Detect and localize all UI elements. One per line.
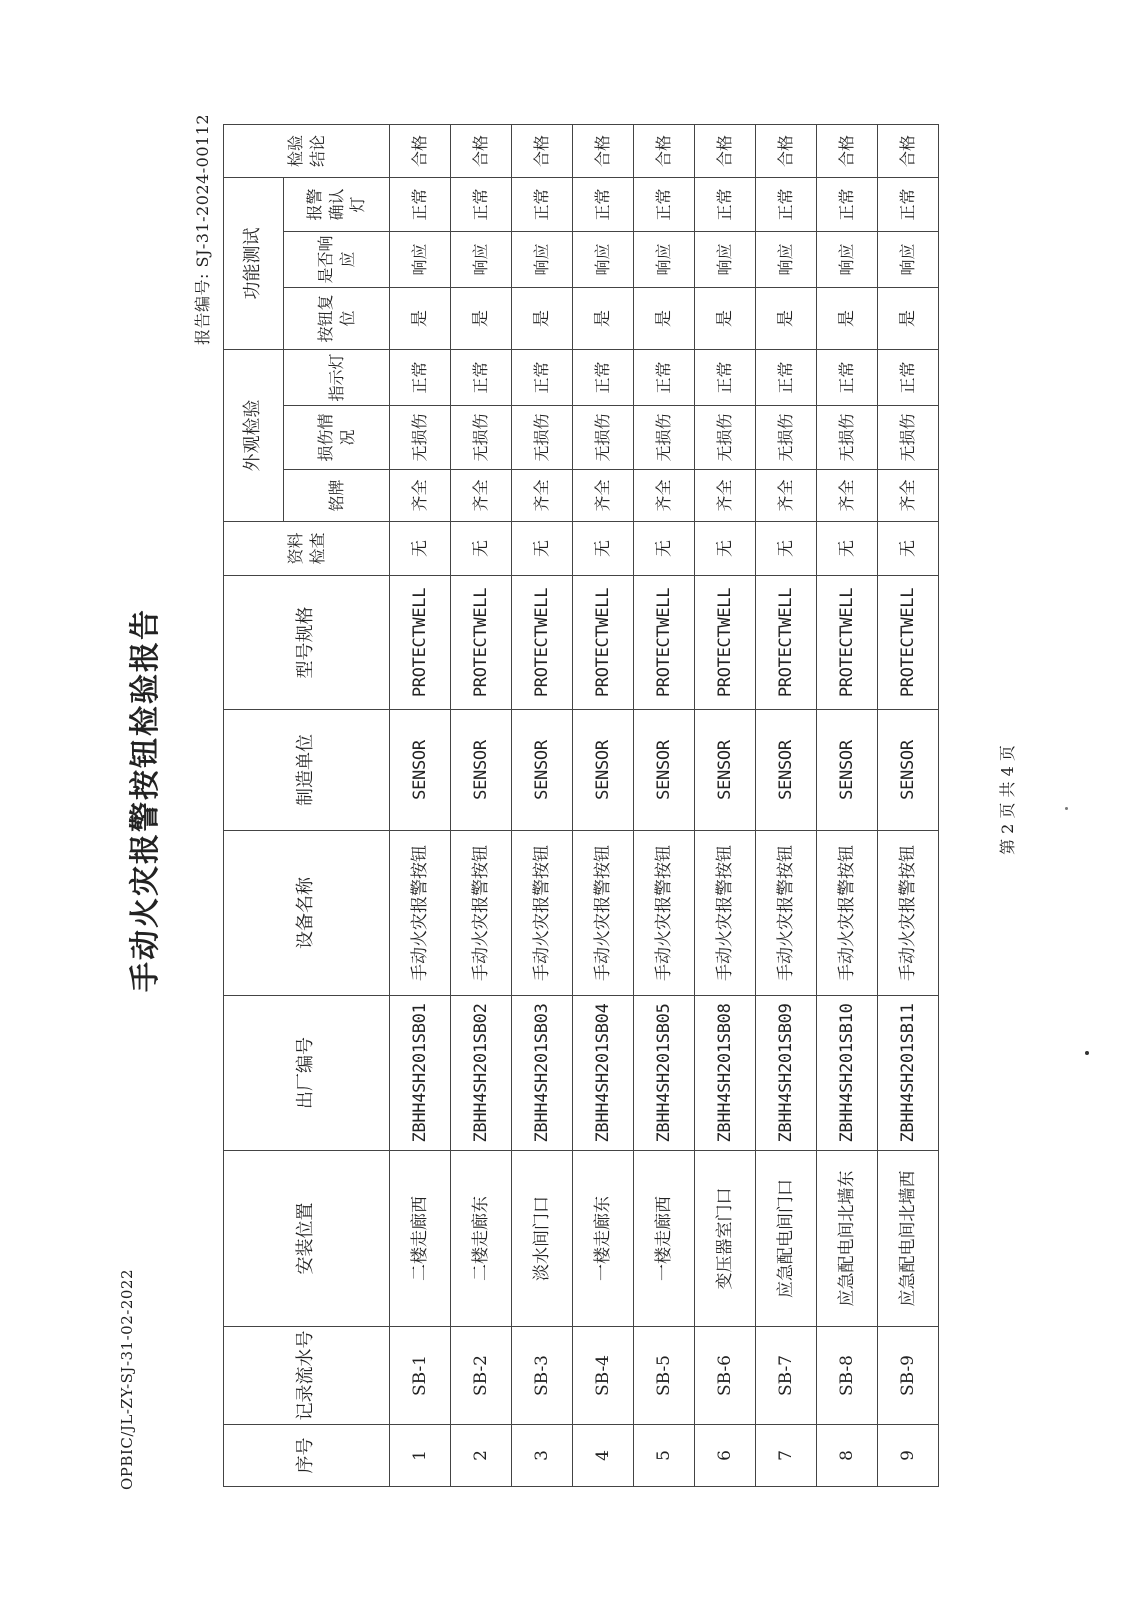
cell-location: 一楼走廊西 [634, 1151, 695, 1327]
cell-conclusion: 合格 [634, 124, 695, 177]
cell-nameplate: 齐全 [573, 470, 634, 522]
cell-damage: 无损伤 [817, 406, 878, 470]
cell-reset: 是 [512, 287, 573, 349]
cell-reset: 是 [878, 287, 939, 349]
header-docs: 资料检查 [224, 522, 390, 576]
cell-conclusion: 合格 [817, 124, 878, 177]
header-manufacturer: 制造单位 [224, 710, 390, 831]
cell-reset: 是 [756, 287, 817, 349]
cell-location: 应急配电间北墙东 [817, 1151, 878, 1327]
cell-seq: 5 [634, 1425, 695, 1487]
table-row [390, 124, 451, 1486]
cell-model: PROTECTWELL [573, 576, 634, 710]
cell-conclusion: 合格 [695, 124, 756, 177]
cell-nameplate: 齐全 [817, 470, 878, 522]
cell-damage: 无损伤 [512, 406, 573, 470]
cell-damage: 无损伤 [390, 406, 451, 470]
table-body [390, 124, 939, 1486]
cell-manufacturer: SENSOR [878, 710, 939, 831]
cell-record-no: SB-3 [512, 1327, 573, 1425]
cell-seq: 9 [878, 1425, 939, 1487]
cell-reset: 是 [451, 287, 512, 349]
cell-model: PROTECTWELL [878, 576, 939, 710]
cell-factory-no: ZBHH4SH201SB04 [573, 996, 634, 1151]
cell-device-name: 手动火灾报警按钮 [390, 831, 451, 996]
cell-alarm-light: 正常 [878, 177, 939, 231]
cell-alarm-light: 正常 [634, 177, 695, 231]
cell-alarm-light: 正常 [573, 177, 634, 231]
cell-location: 应急配电间门口 [756, 1151, 817, 1327]
header-reset: 按钮复位 [284, 287, 390, 349]
header-appearance: 外观检验 [224, 349, 284, 521]
cell-reset: 是 [390, 287, 451, 349]
cell-seq: 8 [817, 1425, 878, 1487]
cell-record-no: SB-8 [817, 1327, 878, 1425]
table-row [695, 124, 756, 1486]
cell-reset: 是 [695, 287, 756, 349]
report-number-block [190, 114, 213, 345]
inspection-table [223, 124, 939, 1487]
cell-damage: 无损伤 [451, 406, 512, 470]
cell-model: PROTECTWELL [512, 576, 573, 710]
table-row [756, 124, 817, 1486]
page-title: 手动火灾报警按钮检验报告 [128, 608, 163, 992]
header-nameplate: 铭牌 [284, 470, 390, 522]
cell-record-no: SB-5 [634, 1327, 695, 1425]
cell-reset: 是 [817, 287, 878, 349]
cell-conclusion: 合格 [451, 124, 512, 177]
cell-model: PROTECTWELL [390, 576, 451, 710]
cell-indicator: 正常 [634, 349, 695, 405]
cell-alarm-light: 正常 [390, 177, 451, 231]
cell-model: PROTECTWELL [451, 576, 512, 710]
cell-record-no: SB-2 [451, 1327, 512, 1425]
cell-conclusion: 合格 [512, 124, 573, 177]
cell-factory-no: ZBHH4SH201SB03 [512, 996, 573, 1151]
cell-conclusion: 合格 [390, 124, 451, 177]
cell-docs: 无 [634, 522, 695, 576]
form-code: OPBIC/JL-ZY-SJ-31-02-2022 [118, 1269, 136, 1490]
cell-indicator: 正常 [512, 349, 573, 405]
cell-record-no: SB-9 [878, 1327, 939, 1425]
cell-seq: 6 [695, 1425, 756, 1487]
cell-model: PROTECTWELL [756, 576, 817, 710]
cell-alarm-light: 正常 [695, 177, 756, 231]
cell-conclusion: 合格 [878, 124, 939, 177]
cell-response: 响应 [512, 231, 573, 287]
cell-reset: 是 [573, 287, 634, 349]
cell-docs: 无 [817, 522, 878, 576]
report-number: SJ-31-2024-00112 [193, 113, 212, 268]
cell-damage: 无损伤 [878, 406, 939, 470]
table-row [817, 124, 878, 1486]
cell-indicator: 正常 [695, 349, 756, 405]
scan-speck [1085, 1051, 1089, 1055]
header-factory-no: 出厂编号 [224, 996, 390, 1151]
cell-manufacturer: SENSOR [695, 710, 756, 831]
cell-damage: 无损伤 [573, 406, 634, 470]
cell-response: 响应 [634, 231, 695, 287]
header-conclusion: 检验结论 [224, 124, 390, 177]
cell-docs: 无 [878, 522, 939, 576]
cell-nameplate: 齐全 [878, 470, 939, 522]
cell-nameplate: 齐全 [390, 470, 451, 522]
cell-manufacturer: SENSOR [634, 710, 695, 831]
cell-manufacturer: SENSOR [512, 710, 573, 831]
header-alarm-light: 报警确认灯 [284, 177, 390, 231]
table-row [878, 124, 939, 1486]
cell-factory-no: ZBHH4SH201SB11 [878, 996, 939, 1151]
cell-location: 二楼走廊西 [390, 1151, 451, 1327]
cell-record-no: SB-1 [390, 1327, 451, 1425]
cell-record-no: SB-7 [756, 1327, 817, 1425]
cell-docs: 无 [756, 522, 817, 576]
cell-model: PROTECTWELL [634, 576, 695, 710]
cell-device-name: 手动火灾报警按钮 [695, 831, 756, 996]
cell-alarm-light: 正常 [451, 177, 512, 231]
table-row [512, 124, 573, 1486]
cell-factory-no: ZBHH4SH201SB02 [451, 996, 512, 1151]
cell-location: 应急配电间北墙西 [878, 1151, 939, 1327]
header-location: 安装位置 [224, 1151, 390, 1327]
cell-response: 响应 [573, 231, 634, 287]
table-row [634, 124, 695, 1486]
cell-nameplate: 齐全 [695, 470, 756, 522]
cell-docs: 无 [695, 522, 756, 576]
cell-factory-no: ZBHH4SH201SB08 [695, 996, 756, 1151]
cell-device-name: 手动火灾报警按钮 [878, 831, 939, 996]
cell-record-no: SB-6 [695, 1327, 756, 1425]
header-model: 型号规格 [224, 576, 390, 710]
cell-response: 响应 [451, 231, 512, 287]
cell-alarm-light: 正常 [817, 177, 878, 231]
header-seq: 序号 [224, 1425, 390, 1487]
header-device-name: 设备名称 [224, 831, 390, 996]
cell-location: 一楼走廊东 [573, 1151, 634, 1327]
cell-response: 响应 [390, 231, 451, 287]
cell-seq: 7 [756, 1425, 817, 1487]
cell-docs: 无 [512, 522, 573, 576]
cell-damage: 无损伤 [695, 406, 756, 470]
cell-manufacturer: SENSOR [756, 710, 817, 831]
cell-record-no: SB-4 [573, 1327, 634, 1425]
cell-indicator: 正常 [756, 349, 817, 405]
cell-seq: 2 [451, 1425, 512, 1487]
cell-model: PROTECTWELL [817, 576, 878, 710]
cell-device-name: 手动火灾报警按钮 [451, 831, 512, 996]
table-row [573, 124, 634, 1486]
cell-response: 响应 [695, 231, 756, 287]
cell-response: 响应 [817, 231, 878, 287]
cell-alarm-light: 正常 [756, 177, 817, 231]
cell-device-name: 手动火灾报警按钮 [512, 831, 573, 996]
cell-model: PROTECTWELL [695, 576, 756, 710]
cell-nameplate: 齐全 [756, 470, 817, 522]
cell-manufacturer: SENSOR [390, 710, 451, 831]
cell-indicator: 正常 [817, 349, 878, 405]
cell-factory-no: ZBHH4SH201SB09 [756, 996, 817, 1151]
cell-docs: 无 [451, 522, 512, 576]
cell-response: 响应 [756, 231, 817, 287]
cell-docs: 无 [573, 522, 634, 576]
cell-factory-no: ZBHH4SH201SB05 [634, 996, 695, 1151]
cell-factory-no: ZBHH4SH201SB01 [390, 996, 451, 1151]
cell-nameplate: 齐全 [512, 470, 573, 522]
cell-factory-no: ZBHH4SH201SB10 [817, 996, 878, 1151]
cell-indicator: 正常 [573, 349, 634, 405]
cell-reset: 是 [634, 287, 695, 349]
cell-location: 淡水间门口 [512, 1151, 573, 1327]
cell-nameplate: 齐全 [634, 470, 695, 522]
cell-device-name: 手动火灾报警按钮 [817, 831, 878, 996]
cell-device-name: 手动火灾报警按钮 [634, 831, 695, 996]
table-row [451, 124, 512, 1486]
cell-manufacturer: SENSOR [451, 710, 512, 831]
cell-indicator: 正常 [878, 349, 939, 405]
cell-device-name: 手动火灾报警按钮 [756, 831, 817, 996]
cell-manufacturer: SENSOR [817, 710, 878, 831]
header-indicator: 指示灯 [284, 349, 390, 405]
cell-indicator: 正常 [390, 349, 451, 405]
page-footer: 第 2 页 共 4 页 [998, 745, 1017, 855]
cell-seq: 3 [512, 1425, 573, 1487]
header-record-no: 记录流水号 [224, 1327, 390, 1425]
cell-indicator: 正常 [451, 349, 512, 405]
cell-device-name: 手动火灾报警按钮 [573, 831, 634, 996]
header-function: 功能测试 [224, 177, 284, 349]
cell-conclusion: 合格 [756, 124, 817, 177]
cell-seq: 4 [573, 1425, 634, 1487]
cell-nameplate: 齐全 [451, 470, 512, 522]
cell-manufacturer: SENSOR [573, 710, 634, 831]
cell-conclusion: 合格 [573, 124, 634, 177]
cell-response: 响应 [878, 231, 939, 287]
cell-docs: 无 [390, 522, 451, 576]
header-response: 是否响应 [284, 231, 390, 287]
cell-seq: 1 [390, 1425, 451, 1487]
cell-location: 变压器室门口 [695, 1151, 756, 1327]
report-number-label: 报告编号: [193, 273, 212, 345]
cell-alarm-light: 正常 [512, 177, 573, 231]
header-damage: 损伤情况 [284, 406, 390, 470]
scan-speck [1065, 807, 1068, 810]
cell-location: 二楼走廊东 [451, 1151, 512, 1327]
cell-damage: 无损伤 [756, 406, 817, 470]
cell-damage: 无损伤 [634, 406, 695, 470]
